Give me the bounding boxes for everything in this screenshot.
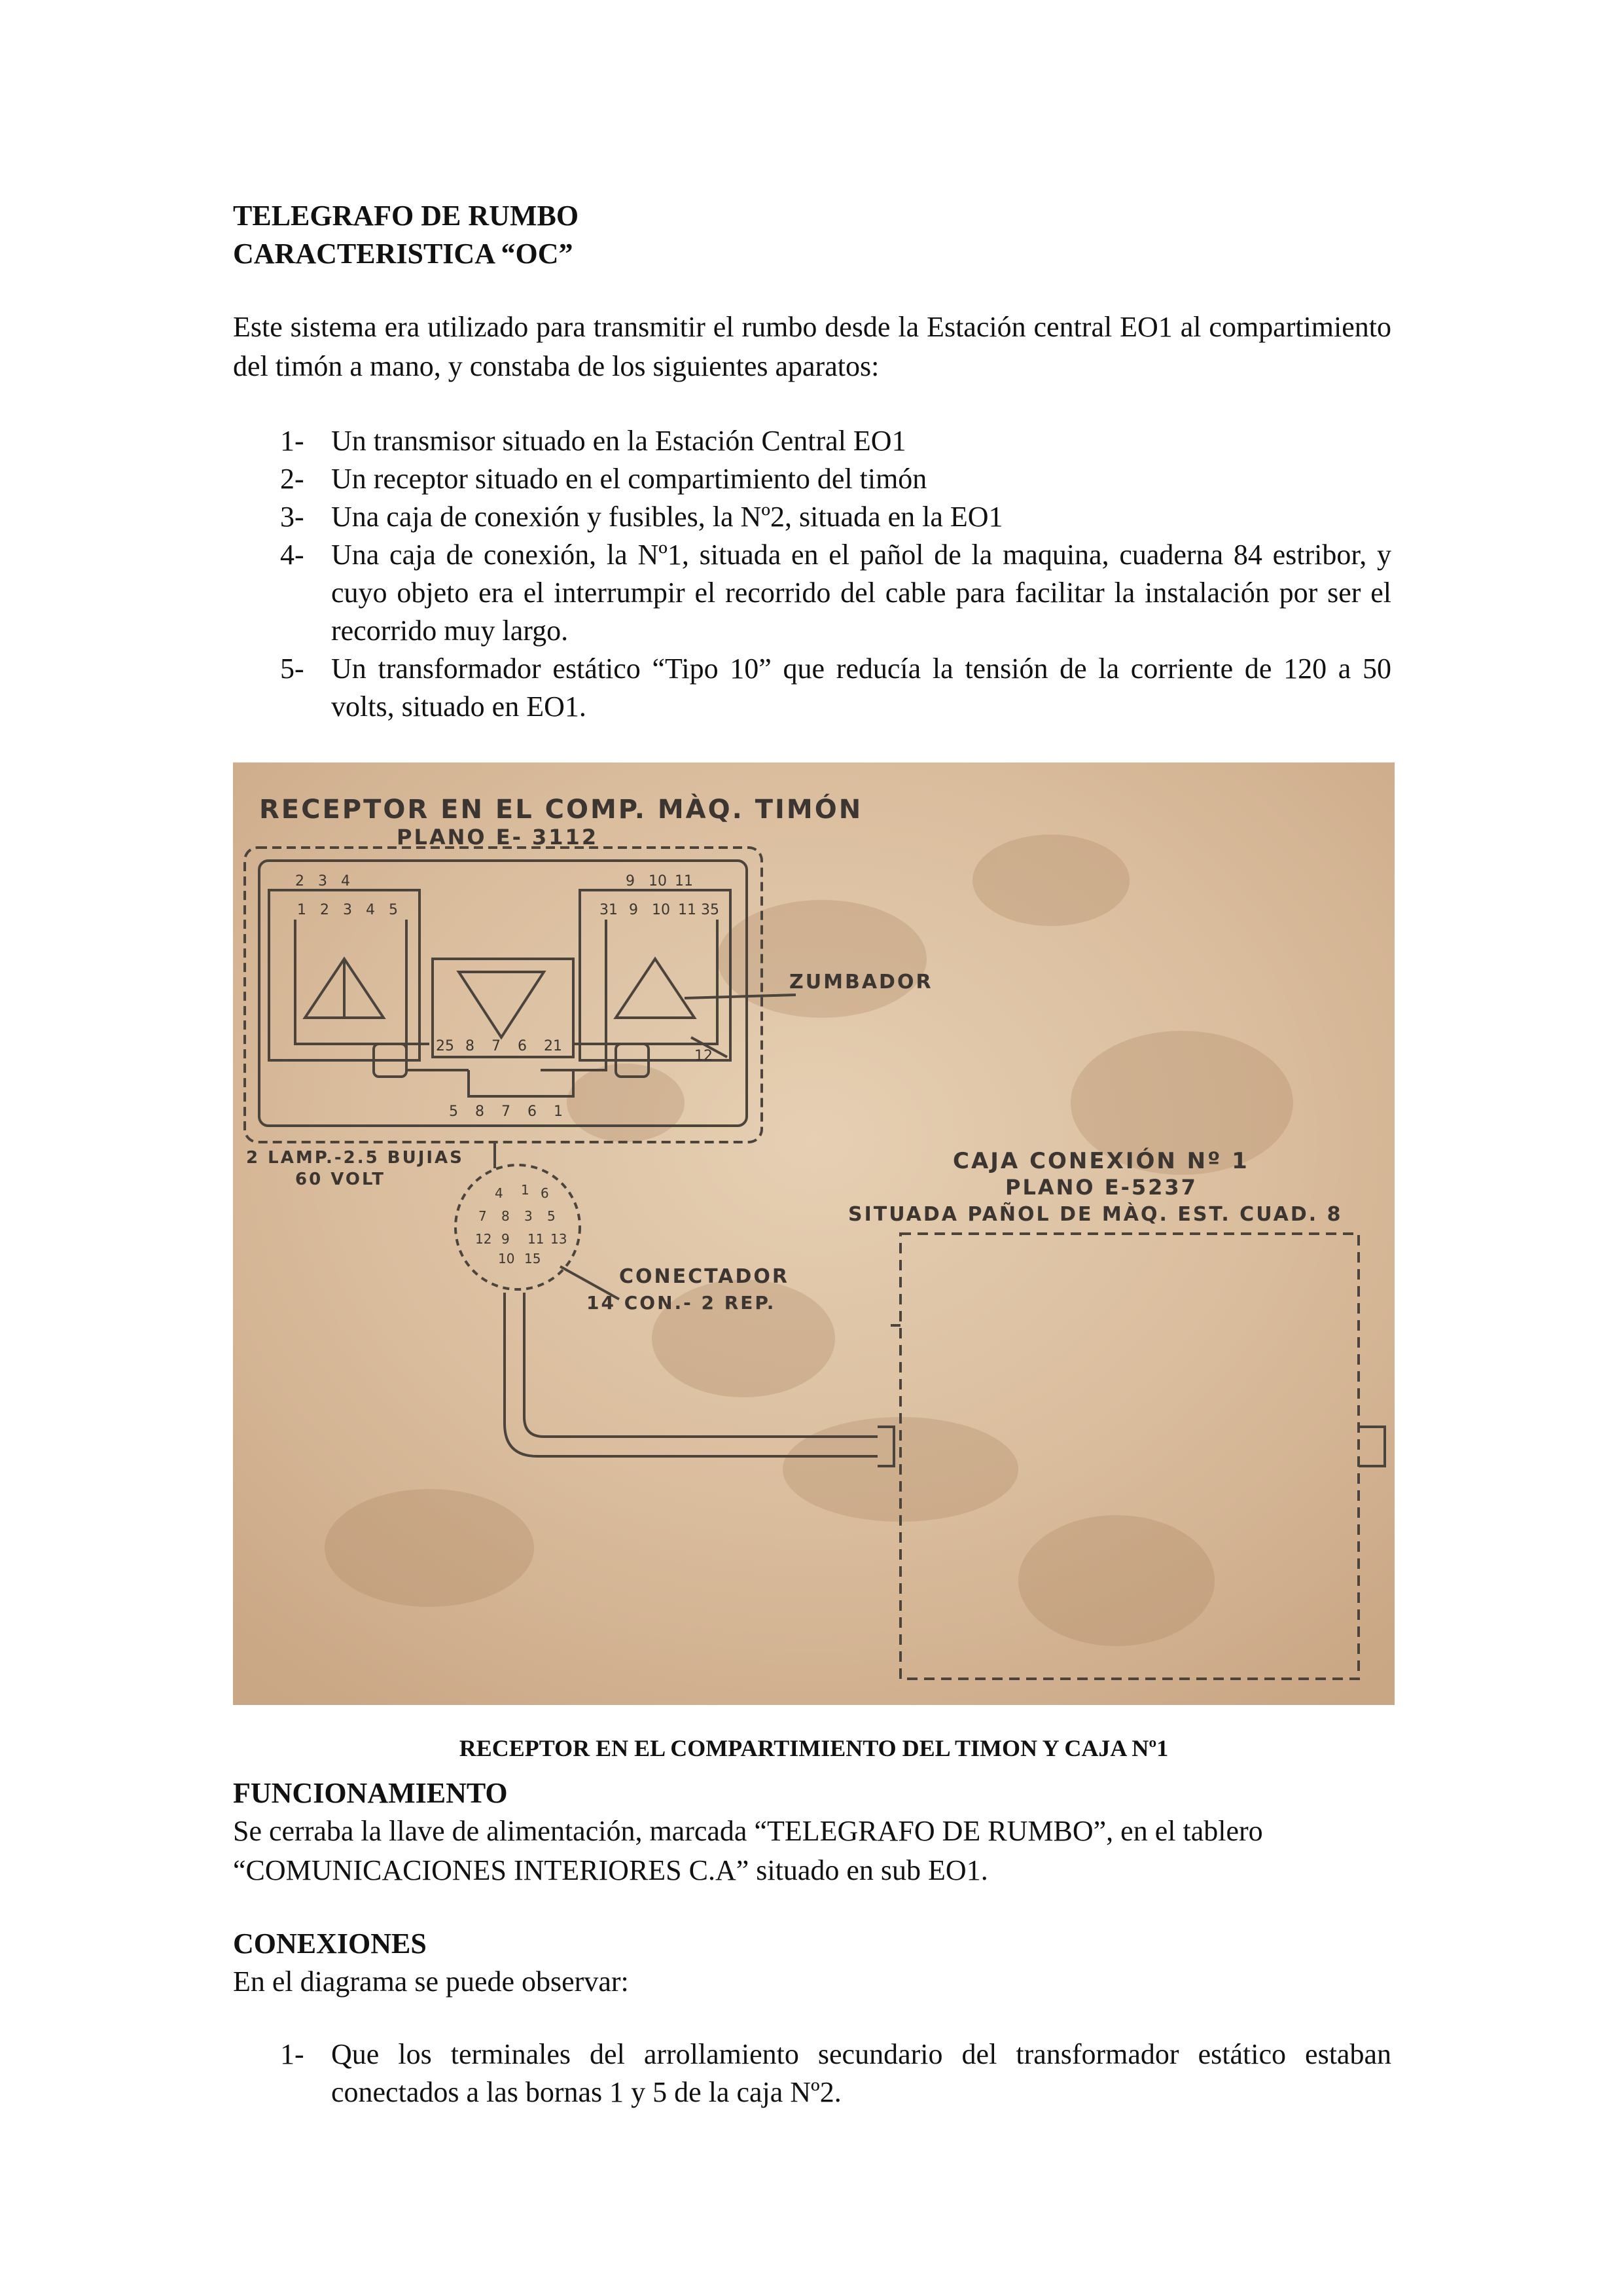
terminal-label: 9 (629, 902, 638, 918)
apparatus-list (233, 422, 1391, 726)
terminal-label: 12 (694, 1048, 713, 1064)
terminal-small-label: 9 (626, 873, 635, 889)
terminal-label: 1 (554, 1103, 563, 1120)
connector-pin: 1 (521, 1182, 529, 1198)
connector-pin: 8 (501, 1208, 510, 1224)
terminal-label: 7 (501, 1103, 510, 1120)
label-lamp: 2 LAMP.-2.5 BUJIAS (246, 1148, 464, 1168)
funcionamiento-text: Se cerraba la llave de alimentación, marcada “TELEGRAFO DE RUMBO”, en el tablero “COMUNICACIONES INTERIORES C.A” situado en sub EO1. (233, 1815, 1263, 1886)
terminal-small-label: 4 (341, 873, 350, 889)
terminal-label: 10 (652, 902, 670, 918)
connector-pin: 15 (524, 1251, 541, 1266)
doc-title: TELEGRAFO DE RUMBO (233, 200, 579, 232)
connector-pin: 11 (527, 1231, 544, 1247)
terminal-small-label: 2 (295, 873, 304, 889)
conexiones-list (233, 2036, 1391, 2111)
figure-caption: RECEPTOR EN EL COMPARTIMIENTO DEL TIMON Y CAJA Nº1 (459, 1735, 1169, 1761)
list-item: 5- Un transformador estático “Tipo 10” que reducía la tensión de la corriente de 120 a 50 volts, situado en EO1. (280, 653, 1391, 723)
section-heading-conexiones: CONEXIONES (233, 1928, 427, 1960)
section-heading-funcionamiento: FUNCIONAMIENTO (233, 1777, 508, 1809)
conexiones-text: En el diagrama se puede observar: (233, 1965, 629, 1998)
intro-paragraph: Este sistema era utilizado para transmitir el rumbo desde la Estación central EO1 al compartimiento del timón a mano, y constaba de los siguientes aparatos: (233, 311, 1391, 382)
terminal-small-label: 3 (318, 873, 327, 889)
connector-pin: 10 (498, 1251, 515, 1266)
terminal-label: 3 (343, 902, 352, 918)
list-item: 1- Un transmisor situado en la Estación Central EO1 (280, 425, 906, 457)
terminal-label: 11 (678, 902, 696, 918)
terminal-label: 8 (475, 1103, 484, 1120)
terminal-label: 8 (465, 1038, 474, 1054)
terminal-label: 6 (518, 1038, 527, 1054)
label-conectador: CONECTADOR (619, 1265, 789, 1288)
doc-subtitle: CARACTERISTICA “OC” (233, 238, 573, 270)
connector-pin: 13 (550, 1231, 567, 1247)
connector-pin: 4 (495, 1185, 503, 1201)
terminal-label: 5 (389, 902, 398, 918)
list-item: 3- Una caja de conexión y fusibles, la Nº2, situada en la EO1 (280, 501, 1003, 533)
terminal-small-label: 11 (675, 873, 693, 889)
terminal-label: 2 (320, 902, 329, 918)
connector-pin: 12 (475, 1231, 492, 1247)
label-plano-2: PLANO E-5237 (1005, 1175, 1198, 1200)
list-item: 1- Que los terminales del arrollamiento secundario del transformador estático estaban conectados a las bornas 1 y 5 de la caja Nº2. (280, 2038, 1391, 2108)
terminal-small-label: 10 (649, 873, 667, 889)
terminal-label: 31 (599, 902, 618, 918)
connector-pin: 7 (478, 1208, 487, 1224)
list-item: 2- Un receptor situado en el compartimiento del timón (280, 463, 927, 495)
connector-pin: 5 (547, 1208, 556, 1224)
connector-pin: 3 (524, 1208, 533, 1224)
label-zumbador: ZUMBADOR (789, 971, 933, 994)
terminal-label: 7 (491, 1038, 501, 1054)
terminal-label: 4 (366, 902, 375, 918)
label-caja: CAJA CONEXIÓN Nº 1 (953, 1148, 1249, 1174)
label-con: 14 CON.- 2 REP. (586, 1292, 776, 1314)
terminal-label: 6 (527, 1103, 537, 1120)
label-volt: 60 VOLT (295, 1170, 385, 1189)
wiring-diagram (233, 762, 1395, 1705)
terminal-label: 21 (544, 1038, 562, 1054)
label-plano-1: PLANO E- 3112 (397, 825, 599, 850)
list-item: 4- Una caja de conexión, la Nº1, situada en el pañol de la maquina, cuaderna 84 estribor, y cuyo objeto era el interrumpir el recorrido del cable para facilitar la instalación por ser el recorrido muy largo. (280, 539, 1391, 647)
connector-pin: 9 (501, 1231, 510, 1247)
connector-pin: 6 (541, 1185, 549, 1201)
label-receptor: RECEPTOR EN EL COMP. MÀQ. TIMÓN (259, 795, 863, 825)
terminal-label: 35 (701, 902, 719, 918)
terminal-label: 25 (436, 1038, 454, 1054)
terminal-label: 1 (297, 902, 306, 918)
terminal-label: 5 (449, 1103, 458, 1120)
label-situada: SITUADA PAÑOL DE MÀQ. EST. CUAD. 8 (848, 1203, 1343, 1226)
